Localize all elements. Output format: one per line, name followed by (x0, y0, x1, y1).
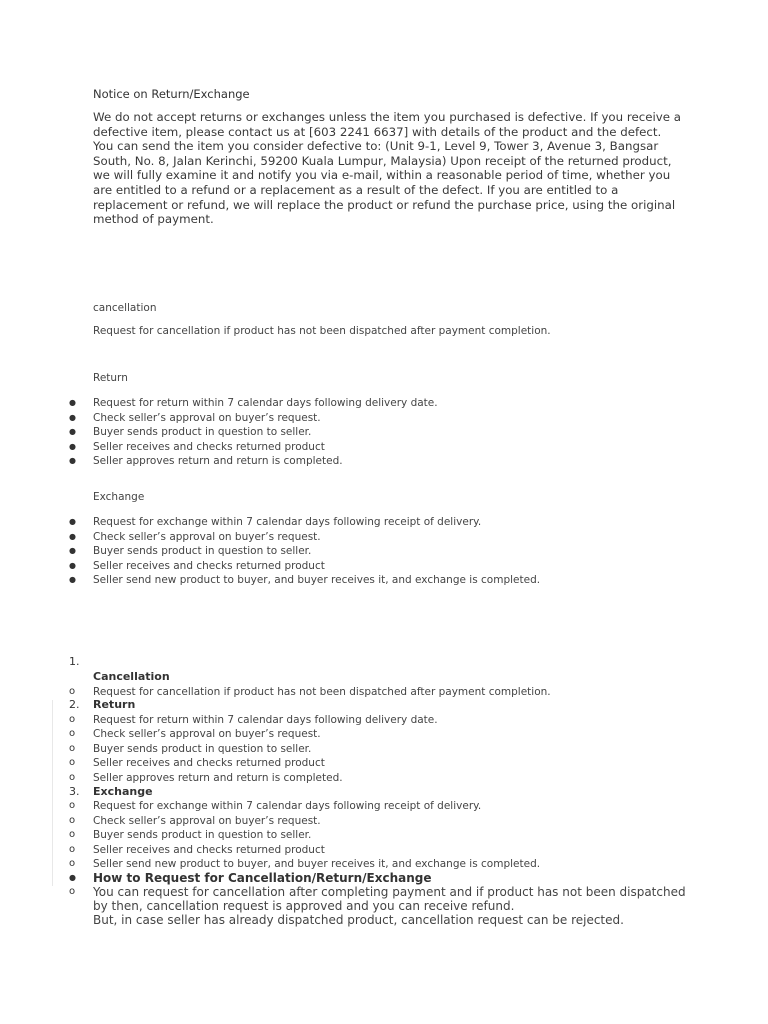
circle-marker: o (69, 829, 76, 840)
bullet-marker: ● (69, 531, 76, 541)
list-item: ● Request for exchange within 7 calendar days following receipt of delivery. (69, 516, 482, 528)
intro-paragraph: We do not accept returns or exchanges unless the item you purchased is defective. If you receive a defective item, please contact us at [603 2241 6637] with details of the product and the defect. You can send the item you consider defective to: (Unit 9-1, Level 9, Tower 3, Avenue 3, Bangsar South, No. 8, Jalan Kerinchi, 59200 Kuala Lumpur, Malaysia) Upon receipt of the returned product, we will fully examine it and notify you via e-mail, within a reasonable period of time, whether you are entitled to a refund or a replacement as a result of the defect. If you are entitled to a replacement or refund, we will replace the product or refund the purchase price, using the original method of payment. (93, 110, 681, 227)
list-item: ● Buyer sends product in question to seller. (69, 545, 312, 558)
list-item: Request for exchange within 7 calendar days following receipt of delivery. (93, 800, 482, 812)
list-item: ● Seller send new product to buyer, and buyer receives it, and exchange is completed. (69, 574, 541, 587)
return-heading-numbered: Return (93, 698, 136, 711)
circle-marker: o (69, 743, 76, 754)
exchange-heading: Exchange (93, 491, 145, 503)
bullet-marker: ● (69, 873, 76, 882)
list-item: Request for return within 7 calendar days following delivery date. (93, 714, 438, 726)
cancellation-text: Request for cancellation if product has not been dispatched after payment completion. (93, 325, 551, 337)
how-to-text-line-2: by then, cancellation request is approved and you can receive refund. (93, 899, 515, 913)
exchange-heading-numbered: Exchange (93, 785, 153, 798)
list-item: Buyer sends product in question to seller. (93, 829, 312, 841)
bullet-marker: ● (69, 398, 76, 407)
bullet-marker: ● (69, 441, 76, 451)
circle-marker: o (69, 757, 76, 768)
list-item: Check seller’s approval on buyer’s request. (93, 728, 321, 740)
bullet-marker: ● (69, 427, 76, 437)
list-item: Buyer sends product in question to seller. (93, 743, 312, 755)
circle-marker: o (69, 815, 76, 826)
bullet-marker: ● (69, 456, 76, 466)
exchange-list (69, 515, 693, 588)
list-item: Seller receives and checks returned product (93, 757, 325, 769)
circle-marker: o (69, 772, 76, 783)
list-item: ● Seller receives and checks returned product (69, 440, 325, 453)
bullet-marker: ● (69, 546, 76, 556)
list-item: ● Check seller’s approval on buyer’s request. (69, 530, 321, 543)
list-item: ● Check seller’s approval on buyer’s request. (69, 411, 321, 424)
number-marker-1: 1. (69, 655, 80, 668)
list-item: Seller receives and checks returned product (93, 844, 325, 856)
how-to-text-line-3: But, in case seller has already dispatched product, cancellation request can be rejected. (93, 913, 624, 927)
list-item: ● Request for return within 7 calendar days following delivery date. (69, 397, 438, 409)
circle-marker: o (69, 844, 76, 855)
bullet-marker: ● (69, 560, 76, 570)
list-item: Seller send new product to buyer, and buyer receives it, and exchange is completed. (93, 858, 541, 870)
how-to-heading: How to Request for Cancellation/Return/Exchange (93, 871, 432, 885)
number-marker-3: 3. (69, 785, 80, 798)
list-item: ● Seller approves return and return is completed. (69, 455, 343, 468)
circle-marker: o (69, 728, 76, 739)
bullet-marker: ● (69, 412, 76, 422)
return-heading: Return (93, 372, 128, 384)
cancellation-heading: cancellation (93, 302, 157, 314)
number-marker-2: 2. (69, 698, 80, 711)
bullet-marker: ● (69, 575, 76, 585)
list-item: ● Seller receives and checks returned product (69, 559, 325, 572)
circle-marker: o (69, 886, 76, 897)
circle-marker: o (69, 800, 76, 811)
list-item: Check seller’s approval on buyer’s request. (93, 815, 321, 827)
bullet-marker: ● (69, 517, 76, 526)
list-item: ● Buyer sends product in question to seller. (69, 426, 312, 439)
circle-marker: o (69, 714, 76, 725)
cancellation-text-numbered: Request for cancellation if product has not been dispatched after payment completion. (93, 686, 551, 698)
circle-marker: o (69, 686, 76, 697)
cancellation-heading-numbered: Cancellation (93, 670, 170, 683)
margin-line (52, 700, 53, 886)
return-list (69, 396, 693, 469)
circle-marker: o (69, 858, 76, 869)
page-title: Notice on Return/Exchange (93, 87, 250, 101)
list-item: Seller approves return and return is completed. (93, 772, 343, 784)
how-to-text-line-1: You can request for cancellation after completing payment and if product has not been dispatched (93, 885, 686, 899)
